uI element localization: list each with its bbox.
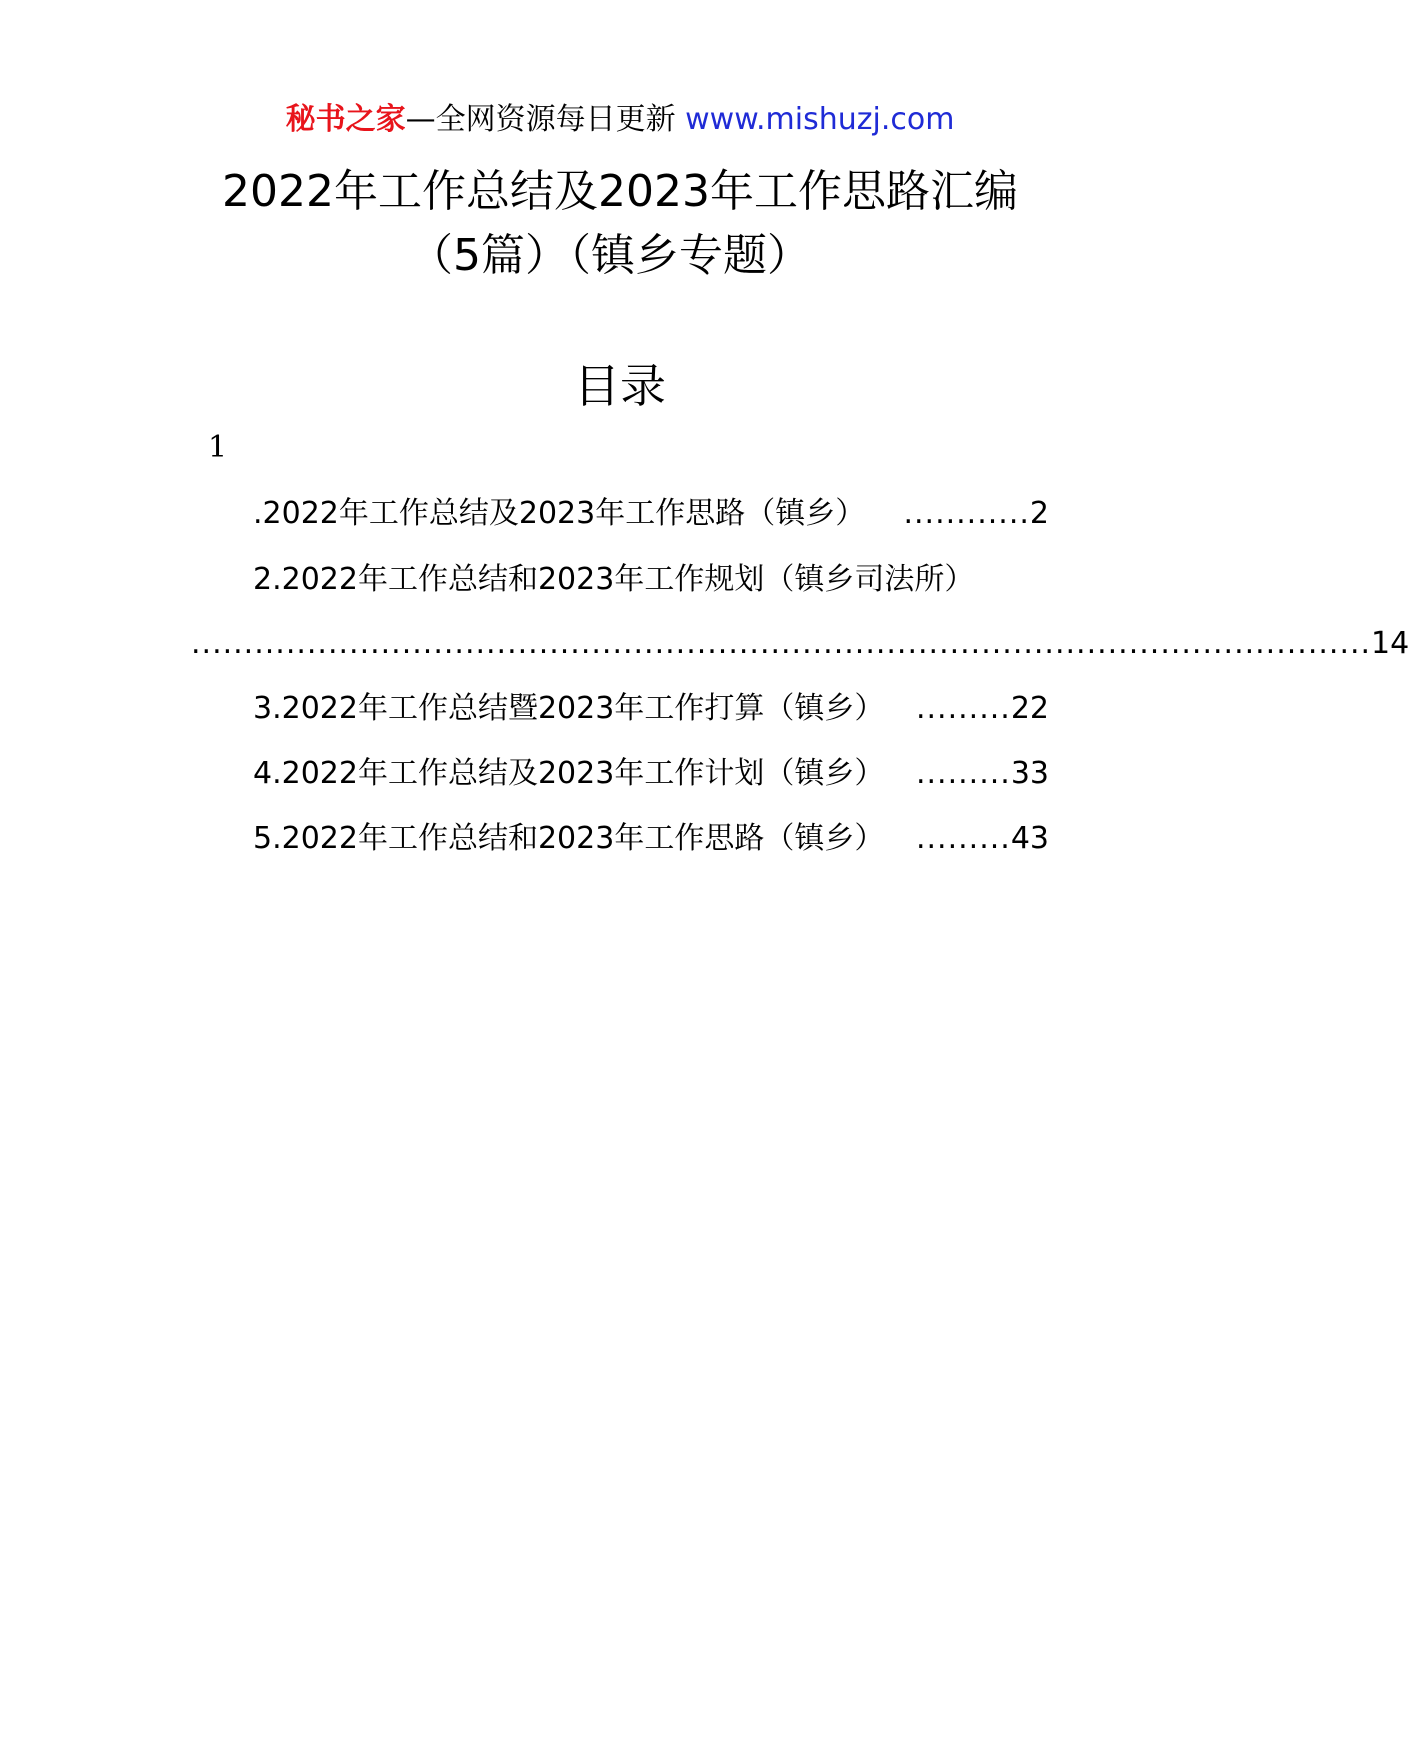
toc-dot-leader: ............: [903, 496, 1030, 531]
toc-page-number: 22: [1010, 691, 1049, 726]
brand-name: 秘书之家: [285, 102, 406, 137]
toc-entry-title: 5.2022年工作总结和2023年工作思路（镇乡）: [253, 821, 885, 856]
toc-entry-title: 2.2022年工作总结和2023年工作规划（镇乡司法所）: [253, 562, 975, 597]
toc-dot-leader: .........: [915, 691, 1011, 726]
toc-entry-1[interactable]: [253, 494, 1049, 534]
toc-entry-5[interactable]: [253, 819, 1049, 859]
document-title-line-1: 2022年工作总结及2023年工作思路汇编: [222, 166, 1018, 217]
toc-entry-title: 3.2022年工作总结暨2023年工作打算（镇乡）: [253, 691, 885, 726]
site-url-link[interactable]: www.mishuzj.com: [685, 102, 955, 137]
toc-heading: 目录: [574, 359, 666, 413]
toc-page-number: 14: [1371, 626, 1409, 661]
toc-dot-leader: ................................................................................................................: [191, 626, 1372, 661]
toc-dot-leader: .........: [915, 756, 1011, 791]
toc-entry-2-leader-line: [191, 624, 1409, 664]
toc-stray-number: 1: [208, 430, 228, 465]
toc-page-number: 43: [1010, 821, 1049, 856]
toc-entry-title: 4.2022年工作总结及2023年工作计划（镇乡）: [253, 756, 885, 791]
site-header: [0, 100, 1240, 140]
toc-entry-title: .2022年工作总结及2023年工作思路（镇乡）: [253, 496, 866, 531]
toc-page-number: 33: [1010, 756, 1049, 791]
toc-entry-2[interactable]: [253, 560, 974, 600]
toc-page-number: 2: [1029, 496, 1049, 531]
toc-entry-3[interactable]: [253, 689, 1049, 729]
document-title-line-2: （5篇）（镇乡专题）: [409, 230, 811, 281]
toc-entry-4[interactable]: [253, 754, 1049, 794]
header-slogan: —全网资源每日更新: [405, 102, 676, 137]
toc-dot-leader: .........: [915, 821, 1011, 856]
